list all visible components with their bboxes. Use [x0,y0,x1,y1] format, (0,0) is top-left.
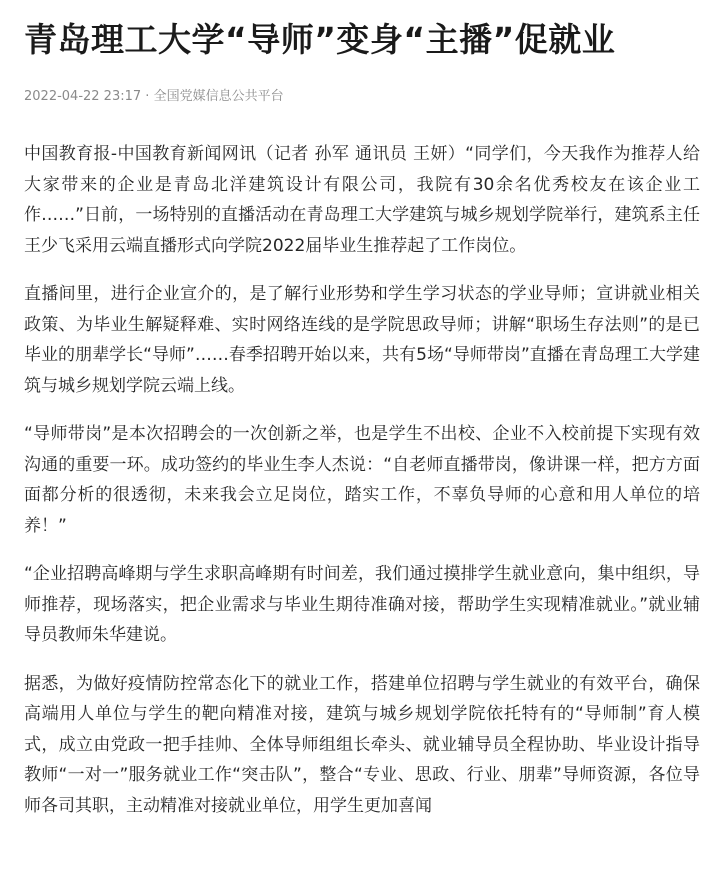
article-title: 青岛理工大学“导师”变身“主播”促就业 [24,20,616,59]
article-source: 全国党媒信息公共平台 [153,89,284,104]
article-meta [24,87,700,107]
article-body [24,139,700,821]
article-paragraph: “导师带岗”是本次招聘会的一次创新之举，也是学生不出校、企业不入校前提下实现有效沟通的重要一环。成功签约的毕业生李人杰说：“自老师直播带岗，像讲课一样，把方方面面都分析的很透彻，未来我会立足岗位，踏实工作，不辜负导师的心意和用人单位的培养！” [24,424,700,536]
article-paragraph: 直播间里，进行企业宣介的，是了解行业形势和学生学习状态的学业导师；宣讲就业相关政策、为毕业生解疑释难、实时网络连线的是学院思政导师；讲解“职场生存法则”的是已毕业的朋辈学长“导师”……春季招聘开始以来，共有5场“导师带岗”直播在青岛理工大学建筑与城乡规划学院云端上线。 [24,284,700,396]
publish-date: 2022-04-22 23:17 [24,89,142,104]
article-paragraph: 中国教育报-中国教育新闻网讯（记者 孙军 通讯员 王妍）“同学们，今天我作为推荐人给大家带来的企业是青岛北洋建筑设计有限公司，我院有30余名优秀校友在该企业工作……”日前，一场特别的直播活动在青岛理工大学建筑与城乡规划学院举行，建筑系主任王少飞采用云端直播形式向学院2022届毕业生推荐起了工作岗位。 [24,144,700,256]
article [24,0,700,839]
article-paragraph: “企业招聘高峰期与学生求职高峰期有时间差，我们通过摸排学生就业意向，集中组织，导师推荐，现场落实，把企业需求与毕业生期待准确对接，帮助学生实现精准就业。”就业辅导员教师朱华建说。 [24,564,700,645]
article-paragraph: 据悉，为做好疫情防控常态化下的就业工作，搭建单位招聘与学生就业的有效平台，确保高端用人单位与学生的靶向精准对接，建筑与城乡规划学院依托特有的“导师制”育人模式，成立由党政一把手挂帅、全体导师组组长牵头、就业辅导员全程协助、毕业设计指导教师“一对一”服务就业工作“突击队”，整合“专业、思政、行业、朋辈”导师资源，各位导师各司其职，主动精准对接就业单位，用学生更加喜闻 [24,673,700,816]
meta-separator: · [145,89,150,104]
